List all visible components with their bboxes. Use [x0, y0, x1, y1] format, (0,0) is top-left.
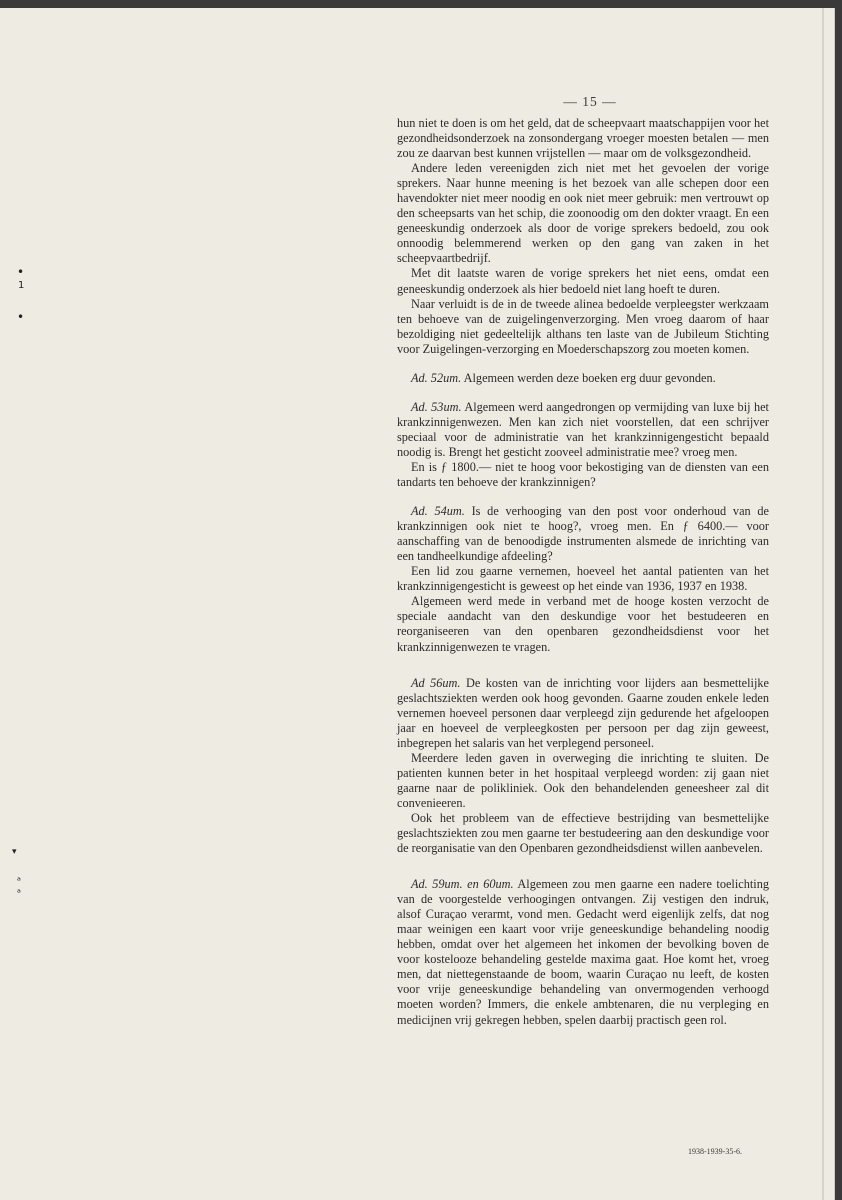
margin-mark: ▾ — [12, 847, 17, 857]
paragraph — [397, 564, 769, 594]
paragraph — [397, 751, 769, 811]
paragraph-ad-59-60 — [397, 877, 769, 1027]
paragraph-ad-53 — [397, 400, 769, 460]
paragraph-ad-52 — [397, 371, 769, 386]
paragraph — [397, 116, 769, 161]
margin-mark: • — [17, 265, 25, 279]
paragraph-text: De kosten van de inrichting voor lijders aan besmettelijke geslachtsziekten werden ook hoog gevonden. Gaarne zouden enkele leden vernemen hoeveel personen daar verpleegd zijn gedurende het afgeloopen jaar en hoeveel de verpleegkosten per persoon per dag zijn geweest, inbegrepen het salaris van het verplegend personeel. — [397, 675, 769, 750]
paragraph-text: Algemeen werden deze boeken erg duur gevonden. — [463, 370, 716, 385]
paragraph-text: Algemeen werd mede in verband met de hooge kosten verzocht de speciale aandacht van den deskundige voor het bestudeeren en reorganiseeren van den openbaren gezondheidsdienst voor het krankzinnigenwezen te vragen. — [397, 594, 769, 654]
paragraph-ad-54 — [397, 504, 769, 564]
paragraph-label: Ad 56um. — [411, 675, 461, 690]
margin-mark: ᵃ — [17, 876, 21, 887]
paragraph-label: Ad. 54um. — [411, 504, 465, 519]
paragraph — [397, 460, 769, 490]
footer-document-code: 1938-1939-35-6. — [688, 1147, 742, 1156]
paragraph-text: Is de verhooging van den post voor onderhoud van de krankzinnigen ook niet te hoog?, vroeg men. En ƒ 6400.— voor aanschaffing van de benoodigde instrumenten alsmede de inrichting van een tandheelkundige afdeeling? — [397, 504, 769, 564]
page-edge — [822, 8, 824, 1200]
margin-mark: • — [17, 310, 25, 324]
margin-mark: 1 — [18, 280, 25, 291]
paragraph-text: Andere leden vereenigden zich niet met het gevoelen der vorige sprekers. Naar hunne meening is het bezoek van alle schepen door een havendokter niet meer noodig en ook niet meer gebruik: men vertrouwt op den scheepsarts van het schip, die zoonoodig om den dokter vraagt. En een geneeskundig onderzoek als door de vorige sprekers bedoeld, zou ook onnoodig belemmerend werken op den gang van zaken in het scheepvaartbedrijf. — [397, 161, 769, 266]
body-text-column — [397, 116, 769, 1028]
paragraph-label: Ad. 59um. en 60um. — [411, 877, 514, 892]
page-number: — 15 — — [563, 94, 617, 109]
paragraph — [397, 594, 769, 654]
paragraph-text: hun niet te doen is om het geld, dat de scheepvaart maatschappijen voor het gezondheidsonderzoek na zonsondergang vroeger moesten betalen — men zou ze daarvan best kunnen vrijstellen — maar om de volksgezondheid. — [397, 116, 769, 161]
paragraph — [397, 266, 769, 296]
paragraph — [397, 811, 769, 856]
paragraph-text: Ook het probleem van de effectieve bestrijding van besmettelijke geslachtsziekten zou men gaarne ter bestudeering aan den deskundige voor de reorganisatie van den Openbaren gezondheidsdienst willen aanbevelen. — [397, 810, 769, 856]
paragraph-text: Een lid zou gaarne vernemen, hoeveel het aantal patienten van het krankzinnigengesticht is geweest op het einde van 1936, 1937 en 1938. — [397, 564, 769, 594]
paragraph-text: Algemeen werd aangedrongen op vermijding van luxe bij het krankzinnigenwezen. Men kan zich niet voorstellen, dat een schrijver speciaal voor de administratie van het krankzinnigengesticht bepaald noodig is. Brengt het gesticht zooveel administratie mee? vroeg men. — [397, 399, 769, 459]
paragraph-text: Meerdere leden gaven in overweging die inrichting te sluiten. De patienten kunnen beter in het hospitaal verpleegd worden: zij gaan niet gaarne naar de polikliniek. Ook den behandelenden geneesheer zal dit convenieeren. — [397, 750, 769, 810]
paragraph-text: En is ƒ 1800.— niet te hoog voor bekostiging van de diensten van een tandarts ten behoeve der krankzinnigen? — [397, 459, 769, 490]
paragraph-label: Ad. 53um. — [411, 399, 462, 414]
paragraph-text: Met dit laatste waren de vorige sprekers het niet eens, omdat een geneeskundig onderzoek als hier bedoeld niet lang hoeft te duren. — [397, 266, 769, 296]
paragraph-text: Algemeen zou men gaarne een nadere toelichting van de voorgestelde verhoogingen ontvangen. Zij vestigen den indruk, alsof Curaçao verarmt, vond men. Gedacht werd eigenlijk zelfs, dat nog maar weinigen een kaart voor vrije geneeskundige behandeling noodig hebben, omdat over het algemeen het inkomen der bevolking boven de voor kostelooze behandeling gestelde maxima gaat. Hoe komt het, vroeg men, dat niettegenstaande de boom, waarin Curaçao nu leeft, de kosten voor vrije geneeskundige behandeling van onvermogenden verhoogd moeten worden? Immers, die enkele ambtenaren, die nu verpleging en medicijnen vrij gekregen hebben, spelen daarbij practisch geen rol. — [397, 877, 769, 1027]
paragraph-ad-56 — [397, 676, 769, 751]
document-page — [0, 8, 835, 1200]
paragraph — [397, 161, 769, 266]
margin-mark: ᵃ — [17, 888, 21, 899]
paragraph — [397, 297, 769, 357]
paragraph-text: Naar verluidt is de in de tweede alinea bedoelde verpleegster werkzaam ten behoeve van de zuigelingenverzorging. Men vroeg daarom of haar bezoldiging niet gedeeltelijk althans ten laste van de Jubileum Stichting voor Zuigelingen-verzorging en Moederschapszorg zou moeten komen. — [397, 296, 769, 356]
paragraph-label: Ad. 52um. — [411, 370, 462, 385]
